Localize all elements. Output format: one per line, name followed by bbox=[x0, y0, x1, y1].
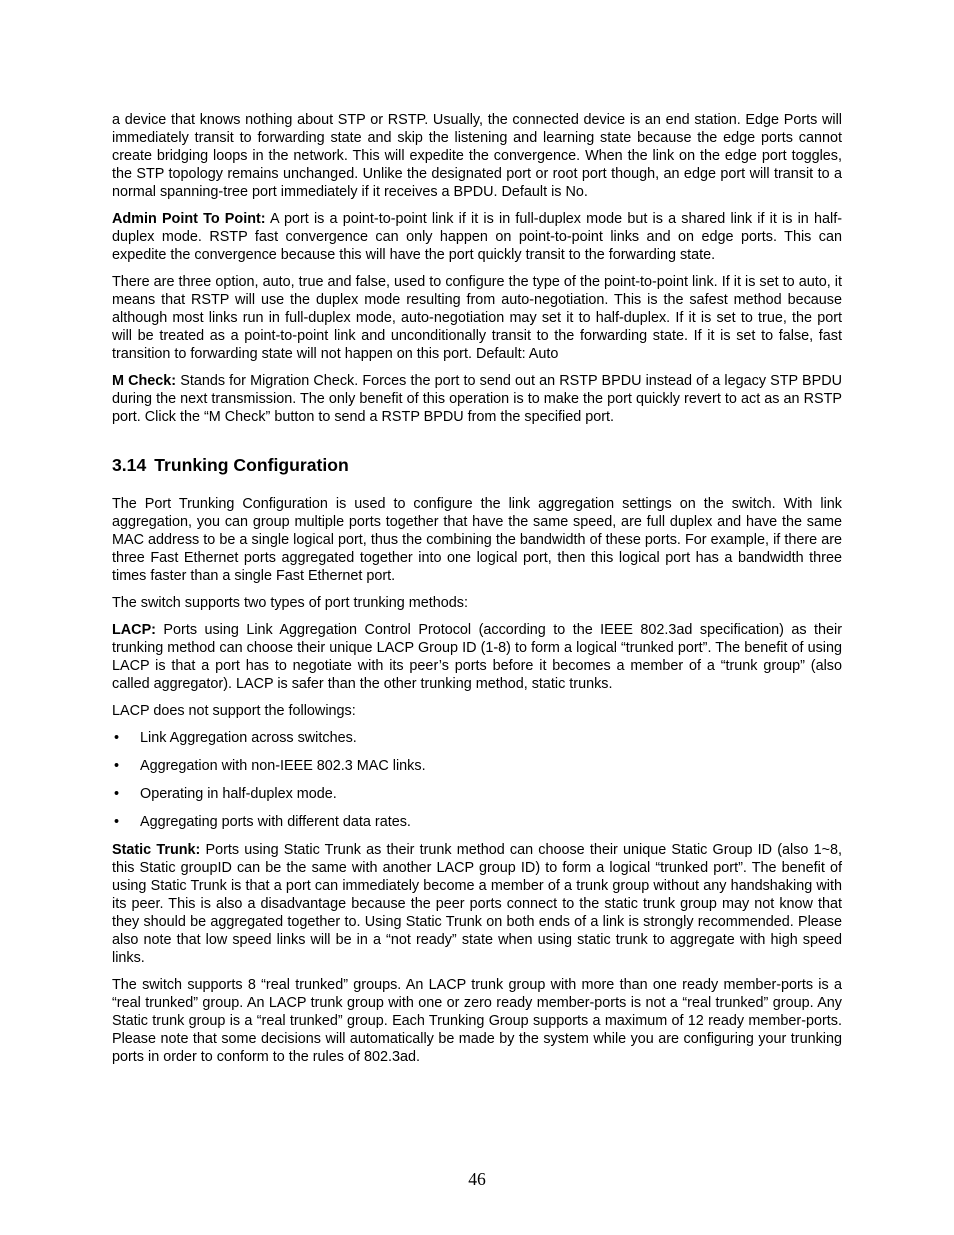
lacp-label: LACP: bbox=[112, 622, 156, 638]
list-item-text: Aggregation with non-IEEE 802.3 MAC links. bbox=[140, 758, 426, 774]
list-item-text: Aggregating ports with different data rates. bbox=[140, 814, 411, 830]
trunking-intro-paragraph: The Port Trunking Configuration is used to configure the link aggregation settings on the switch. With link aggregation, you can group multiple ports together that have the same speed, are full duplex and have the same MAC address to be a single logical port, thus the combining the bandwidth of these ports. For example, if there are three Fast Ethernet ports aggregated together into one logical port, then this logical port has a bandwidth three times faster than a single Fast Ethernet port. bbox=[112, 496, 842, 584]
static-trunk-paragraph bbox=[112, 841, 842, 967]
static-trunk-label: Static Trunk: bbox=[112, 842, 201, 858]
list-item-text: Operating in half-duplex mode. bbox=[140, 786, 337, 802]
section-number: 3.14 bbox=[112, 455, 147, 475]
admin-point-to-point-label: Admin Point To Point: bbox=[112, 211, 266, 227]
list-item bbox=[112, 785, 842, 803]
lacp-not-support-paragraph: LACP does not support the followings: bbox=[112, 703, 356, 719]
list-item bbox=[112, 813, 842, 831]
real-trunked-groups-paragraph: The switch supports 8 “real trunked” groups. An LACP trunk group with more than one ready member-ports is a “real trunked” group. An LACP trunk group with one or zero ready member-ports is not a “real trunked” group. Any Static trunk group is a “real trunked” group. Each Trunking Group supports a maximum of 12 ready member-ports. Please note that some decisions will automatically be made by the system while you are configuring your trunking ports in order to conform to the rules of 802.3ad. bbox=[112, 977, 842, 1065]
admin-point-to-point-paragraph bbox=[112, 210, 842, 264]
list-item bbox=[112, 757, 842, 775]
admin-point-to-point-text: A port is a point-to-point link if it is in full-duplex mode but is a shared link if it is in half-duplex mode. RSTP fast convergence can only happen on point-to-point links and on edge ports. This can expedite the convergence because this will have the port quickly transit to the forwarding state. bbox=[112, 211, 842, 263]
bullet-icon: • bbox=[114, 786, 120, 802]
document-page bbox=[112, 111, 842, 1075]
lacp-paragraph bbox=[112, 621, 842, 693]
section-heading bbox=[112, 454, 842, 476]
static-trunk-text: Ports using Static Trunk as their trunk method can choose their unique Static Group ID (also 1~8, this Static groupID can be the same with another LACP group ID) to form a logical “trunked port”. The benefit of using Static Trunk is that a port can immediately become a member of a trunk group without any handshaking with its peer. This is also a disadvantage because the peer ports connect to the static trunk group may not know that they should be aggregated together to. Using Static Trunk on both ends of a link is strongly recommended. Please also note that low speed links will be in a “not ready” state when using static trunk to aggregate with high speed links. bbox=[112, 842, 842, 966]
page-number: 46 bbox=[468, 1169, 486, 1189]
bullet-icon: • bbox=[114, 814, 120, 830]
m-check-label: M Check: bbox=[112, 373, 177, 389]
m-check-paragraph bbox=[112, 372, 842, 426]
list-item-text: Link Aggregation across switches. bbox=[140, 730, 357, 746]
bullet-icon: • bbox=[114, 758, 120, 774]
point-to-point-options-paragraph: There are three option, auto, true and false, used to configure the type of the point-to-point link. If it is set to auto, it means that RSTP will use the duplex mode resulting from auto-negotiation. This is the safest method because although most links run in full-duplex mode, auto-negotiation may set it to half-duplex. If it is set to true, the port will be treated as a point-to-point link and unconditionally transit to the forwarding state. If it is set to false, fast transition to forwarding state will not happen on this port. Default: Auto bbox=[112, 274, 842, 362]
list-item bbox=[112, 729, 842, 747]
trunking-types-paragraph: The switch supports two types of port trunking methods: bbox=[112, 595, 468, 611]
bullet-icon: • bbox=[114, 730, 120, 746]
edge-port-paragraph: a device that knows nothing about STP or RSTP. Usually, the connected device is an end station. Edge Ports will immediately transit to forwarding state and skip the listening and learning state because the edge ports cannot create bridging loops in the network. This will expedite the convergence. When the link on the edge port toggles, the STP topology remains unchanged. Unlike the designated port or root port though, an edge port will transit to a normal spanning-tree port immediately if it receives a BPDU. Default is No. bbox=[112, 112, 842, 200]
lacp-text: Ports using Link Aggregation Control Protocol (according to the IEEE 802.3ad specification) as their trunking method can choose their unique LACP Group ID (1-8) to form a logical “trunked port”. The benefit of using LACP is that a port has to negotiate with its peer’s ports before it becomes a member of a “trunk group” (also called aggregator). LACP is safer than the other trunking method, static trunks. bbox=[112, 622, 842, 692]
m-check-text: Stands for Migration Check. Forces the port to send out an RSTP BPDU instead of a legacy STP BPDU during the next transmission. The only benefit of this operation is to make the port quickly revert to act as an RSTP port. Click the “M Check” button to send a RSTP BPDU from the specified port. bbox=[112, 373, 842, 425]
lacp-limitations-list bbox=[112, 729, 842, 831]
section-title: Trunking Configuration bbox=[154, 455, 349, 475]
